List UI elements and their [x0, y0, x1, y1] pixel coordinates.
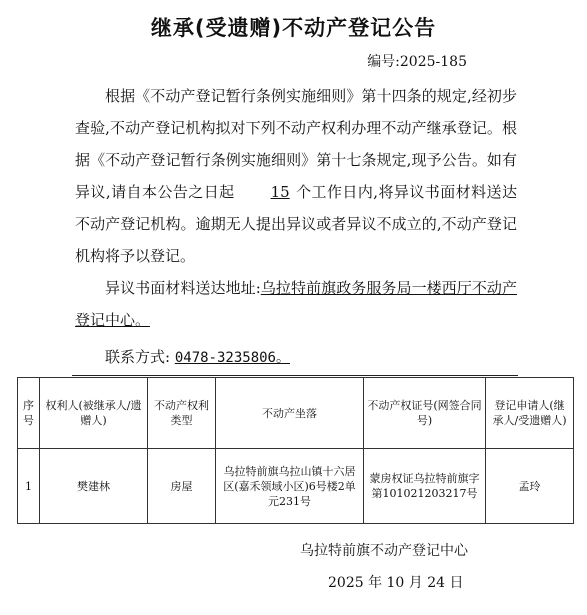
page-title: 继承(受遗赠)不动产登记公告: [150, 16, 437, 40]
paragraph-text-b: 个工作日内,将异议书面材料送达不动产登记机构。逾期无人提出异议或者异议不成立的,不动产登记机构将予以登记。: [75, 183, 517, 265]
divider: [72, 375, 518, 376]
document-number: 编号:2025-185: [367, 54, 467, 70]
col-header-cert-number: 不动产权证号(网签合同号): [364, 378, 486, 449]
table-row: [18, 449, 574, 524]
issue-date: 2025 年 10 月 24 日: [328, 575, 464, 591]
address-value: 乌拉特前旗政务服务局一楼西厅不动产登记中心。: [75, 279, 517, 329]
cell-applicant: 孟玲: [486, 449, 574, 524]
col-header-index: 序号: [18, 378, 40, 449]
contact-label: 联系方式:: [105, 348, 171, 366]
registration-table: [17, 377, 574, 524]
col-header-right-type: 不动产权利类型: [148, 378, 216, 449]
days-value: 15: [270, 183, 290, 201]
cell-index: 1: [18, 449, 40, 524]
table-header-row: [18, 378, 574, 449]
issuing-organization: 乌拉特前旗不动产登记中心: [300, 543, 468, 559]
address-paragraph: [75, 272, 517, 336]
notice-body: [75, 80, 517, 336]
address-label: 异议书面材料送达地址:: [105, 279, 261, 297]
notice-paragraph: [75, 80, 517, 272]
cell-right-type: 房屋: [148, 449, 216, 524]
contact-line: [105, 346, 290, 367]
cell-cert-number: 蒙房权证乌拉特前旗字第101021203217号: [364, 449, 486, 524]
col-header-applicant: 登记申请人(继承人/受遗赠人): [486, 378, 574, 449]
contact-phone: 0478-3235806。: [174, 350, 290, 366]
col-header-location: 不动产坐落: [216, 378, 364, 449]
cell-location: 乌拉特前旗乌拉山镇十六居区(嘉禾领域小区)6号楼2单元231号: [216, 449, 364, 524]
col-header-right-holder: 权利人(被继承人/遗赠人): [40, 378, 148, 449]
cell-right-holder: 樊建林: [40, 449, 148, 524]
paragraph-text-a: 根据《不动产登记暂行条例实施细则》第十四条的规定,经初步查验,不动产登记机构拟对下列不动产权利办理不动产继承登记。根据《不动产登记暂行条例实施细则》第十七条规定,现予公告。如有异议,请自本公告之日起: [75, 87, 517, 201]
